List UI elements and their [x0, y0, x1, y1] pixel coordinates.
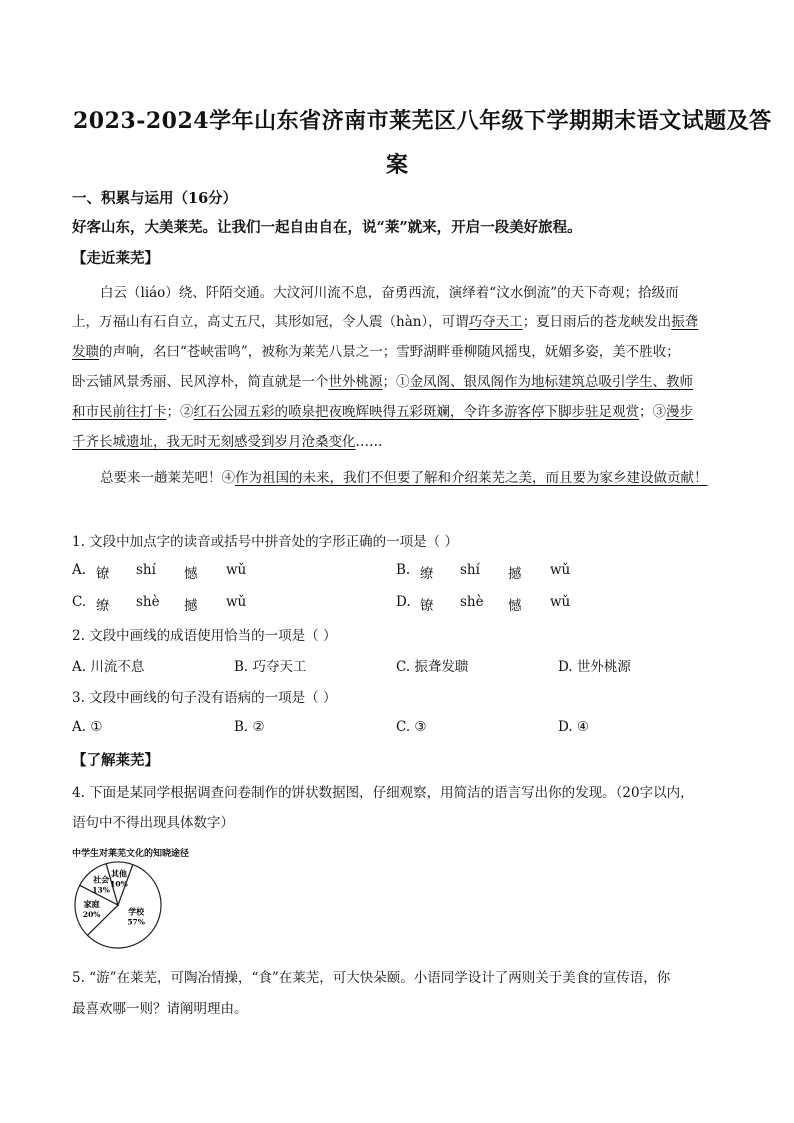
passage-line: [72, 430, 383, 450]
passage-line: [72, 310, 698, 330]
passage-line: [72, 370, 693, 390]
option-char: 撼: [184, 598, 198, 614]
passage-text: ；②: [166, 404, 194, 420]
underlined-idiom: 发聩: [72, 344, 99, 360]
question-4-line: 语句中不得出现具体数字）: [72, 815, 234, 831]
option-letter: B.: [396, 562, 411, 578]
option-char: 憾: [184, 566, 198, 582]
q2-option-d[interactable]: D. 世外桃源: [558, 659, 631, 675]
pie-value-label: 20%: [82, 910, 101, 920]
passage-text: 的声响，名曰“苍峡雷鸣”，被称为莱芜八景之一；雪野湖畔垂柳随风摇曳，妩媚多姿，美不胜收；: [99, 344, 680, 360]
underlined-sentence-3: 漫步: [666, 404, 693, 420]
underlined-sentence-3: 千齐长城遗址，我无时无刻感受到岁月沧桑变化: [72, 434, 356, 450]
question-5-line: 最喜欢哪一则？请阐明理由。: [72, 1001, 248, 1017]
option-letter: D.: [396, 594, 411, 610]
question-1-stem: 1. 文段中加点字的读音或括号中拼音处的字形正确的一项是（ ）: [72, 534, 458, 550]
passage-text: 卧云铺风景秀丽、民风淳朴，简直就是一个: [72, 374, 329, 390]
underlined-idiom: 世外桃源: [328, 374, 383, 390]
q3-option-c[interactable]: C. ③: [396, 719, 427, 735]
underlined-sentence-4: 作为祖国的未来，我们不但要了解和介绍莱芜之美，而且要为家乡建设做贡献！: [235, 470, 708, 486]
chart-title: 中学生对莱芜文化的知晓途径: [72, 849, 190, 859]
underlined-sentence-1: 金凤阁、银凤阁作为地标建筑总吸引学生、教师: [409, 374, 693, 390]
option-pinyin: wǔ: [226, 594, 247, 610]
q3-option-d[interactable]: D. ④: [558, 719, 590, 735]
passage-line: [72, 400, 693, 420]
underlined-idiom: 巧夺天工: [468, 314, 523, 330]
option-pinyin: wǔ: [550, 562, 571, 578]
option-pinyin: wǔ: [226, 562, 247, 578]
passage-text: 上，万福山有石自立，高丈五尺，其形如冠，令人震（hàn），可谓: [72, 314, 469, 330]
option-letter: C.: [72, 594, 87, 610]
passage-text: ……: [355, 434, 383, 450]
question-5-line: 5. “游”在莱芜，可陶冶情操，“食”在莱芜，可大快朵颐。小语同学设计了两则关于美食的宣传语，你: [72, 970, 671, 986]
q2-option-b[interactable]: B. 巧夺天工: [234, 659, 307, 675]
subheading-liaojie: 【了解莱芜】: [72, 752, 159, 769]
question-3-stem: 3. 文段中画线的句子没有语病的一项是（ ）: [72, 690, 337, 706]
q1-option-b[interactable]: [396, 562, 571, 582]
option-pinyin: shè: [460, 594, 484, 610]
pie-label: 社会: [93, 874, 110, 885]
section-intro: 好客山东，大美莱芜。让我们一起自由自在，说“莱”就来，开启一段美好旅程。: [72, 219, 582, 236]
section-heading: 一、积累与运用（16分）: [72, 190, 238, 207]
q2-option-a[interactable]: A. 川流不息: [72, 659, 145, 675]
page-title-line1: 2023-2024学年山东省济南市莱芜区八年级下学期期末语文试题及答: [73, 108, 772, 134]
pie-label: 学校: [128, 906, 145, 917]
question-2-stem: 2. 文段中画线的成语使用恰当的一项是（ ）: [72, 628, 337, 644]
passage-text: ；①: [382, 374, 410, 390]
option-char: 缭: [96, 598, 110, 614]
underlined-idiom: 振聋: [671, 314, 699, 330]
passage-text: ；夏日雨后的苍龙峡发出: [522, 314, 672, 330]
option-char: 憾: [508, 598, 522, 614]
option-char: 撼: [508, 566, 522, 582]
passage-line: 白云（liáo）绕、阡陌交通。大汶河川流不息，奋勇西流，演绎着“汶水倒流”的天下奇观；拾级而: [100, 285, 679, 301]
option-pinyin: shè: [136, 594, 160, 610]
question-4-line: 4. 下面是某同学根据调查问卷制作的饼状数据图，仔细观察，用简洁的语言写出你的发现。（20字以内，: [72, 785, 694, 801]
q3-option-b[interactable]: B. ②: [234, 719, 265, 735]
q3-option-a[interactable]: A. ①: [72, 719, 103, 735]
underlined-sentence-1: 和市民前往打卡: [72, 404, 167, 420]
option-char: 镣: [96, 566, 110, 582]
page-title-line2: 案: [386, 152, 409, 178]
option-pinyin: wǔ: [550, 594, 571, 610]
subheading-zoujin: 【走近莱芜】: [72, 250, 159, 267]
q1-option-d[interactable]: [396, 594, 571, 614]
q2-option-c[interactable]: C. 振聋发聩: [396, 659, 469, 675]
passage-line: [100, 466, 708, 486]
passage-text: 总要来一趟莱芜吧！④: [100, 470, 235, 486]
q1-option-a[interactable]: [72, 562, 247, 582]
option-char: 缭: [420, 566, 434, 582]
pie-label: 家庭: [83, 899, 100, 910]
q1-option-c[interactable]: [72, 594, 247, 614]
option-letter: A.: [72, 562, 87, 578]
passage-text: ；③: [639, 404, 666, 420]
pie-value-label: 57%: [127, 917, 145, 927]
option-pinyin: shí: [460, 562, 480, 578]
option-pinyin: shí: [136, 562, 156, 578]
pie-value-label: 13%: [92, 885, 110, 895]
passage-line: [72, 340, 680, 360]
pie-chart: [72, 858, 212, 954]
underlined-sentence-2: 红石公园五彩的喷泉把夜晚辉映得五彩斑斓，令许多游客停下脚步驻足观赏: [193, 404, 639, 420]
pie-slices: [75, 862, 161, 948]
pie-label: 其他: [110, 868, 127, 879]
pie-value-label: 10%: [110, 879, 128, 889]
option-char: 镣: [420, 598, 434, 614]
